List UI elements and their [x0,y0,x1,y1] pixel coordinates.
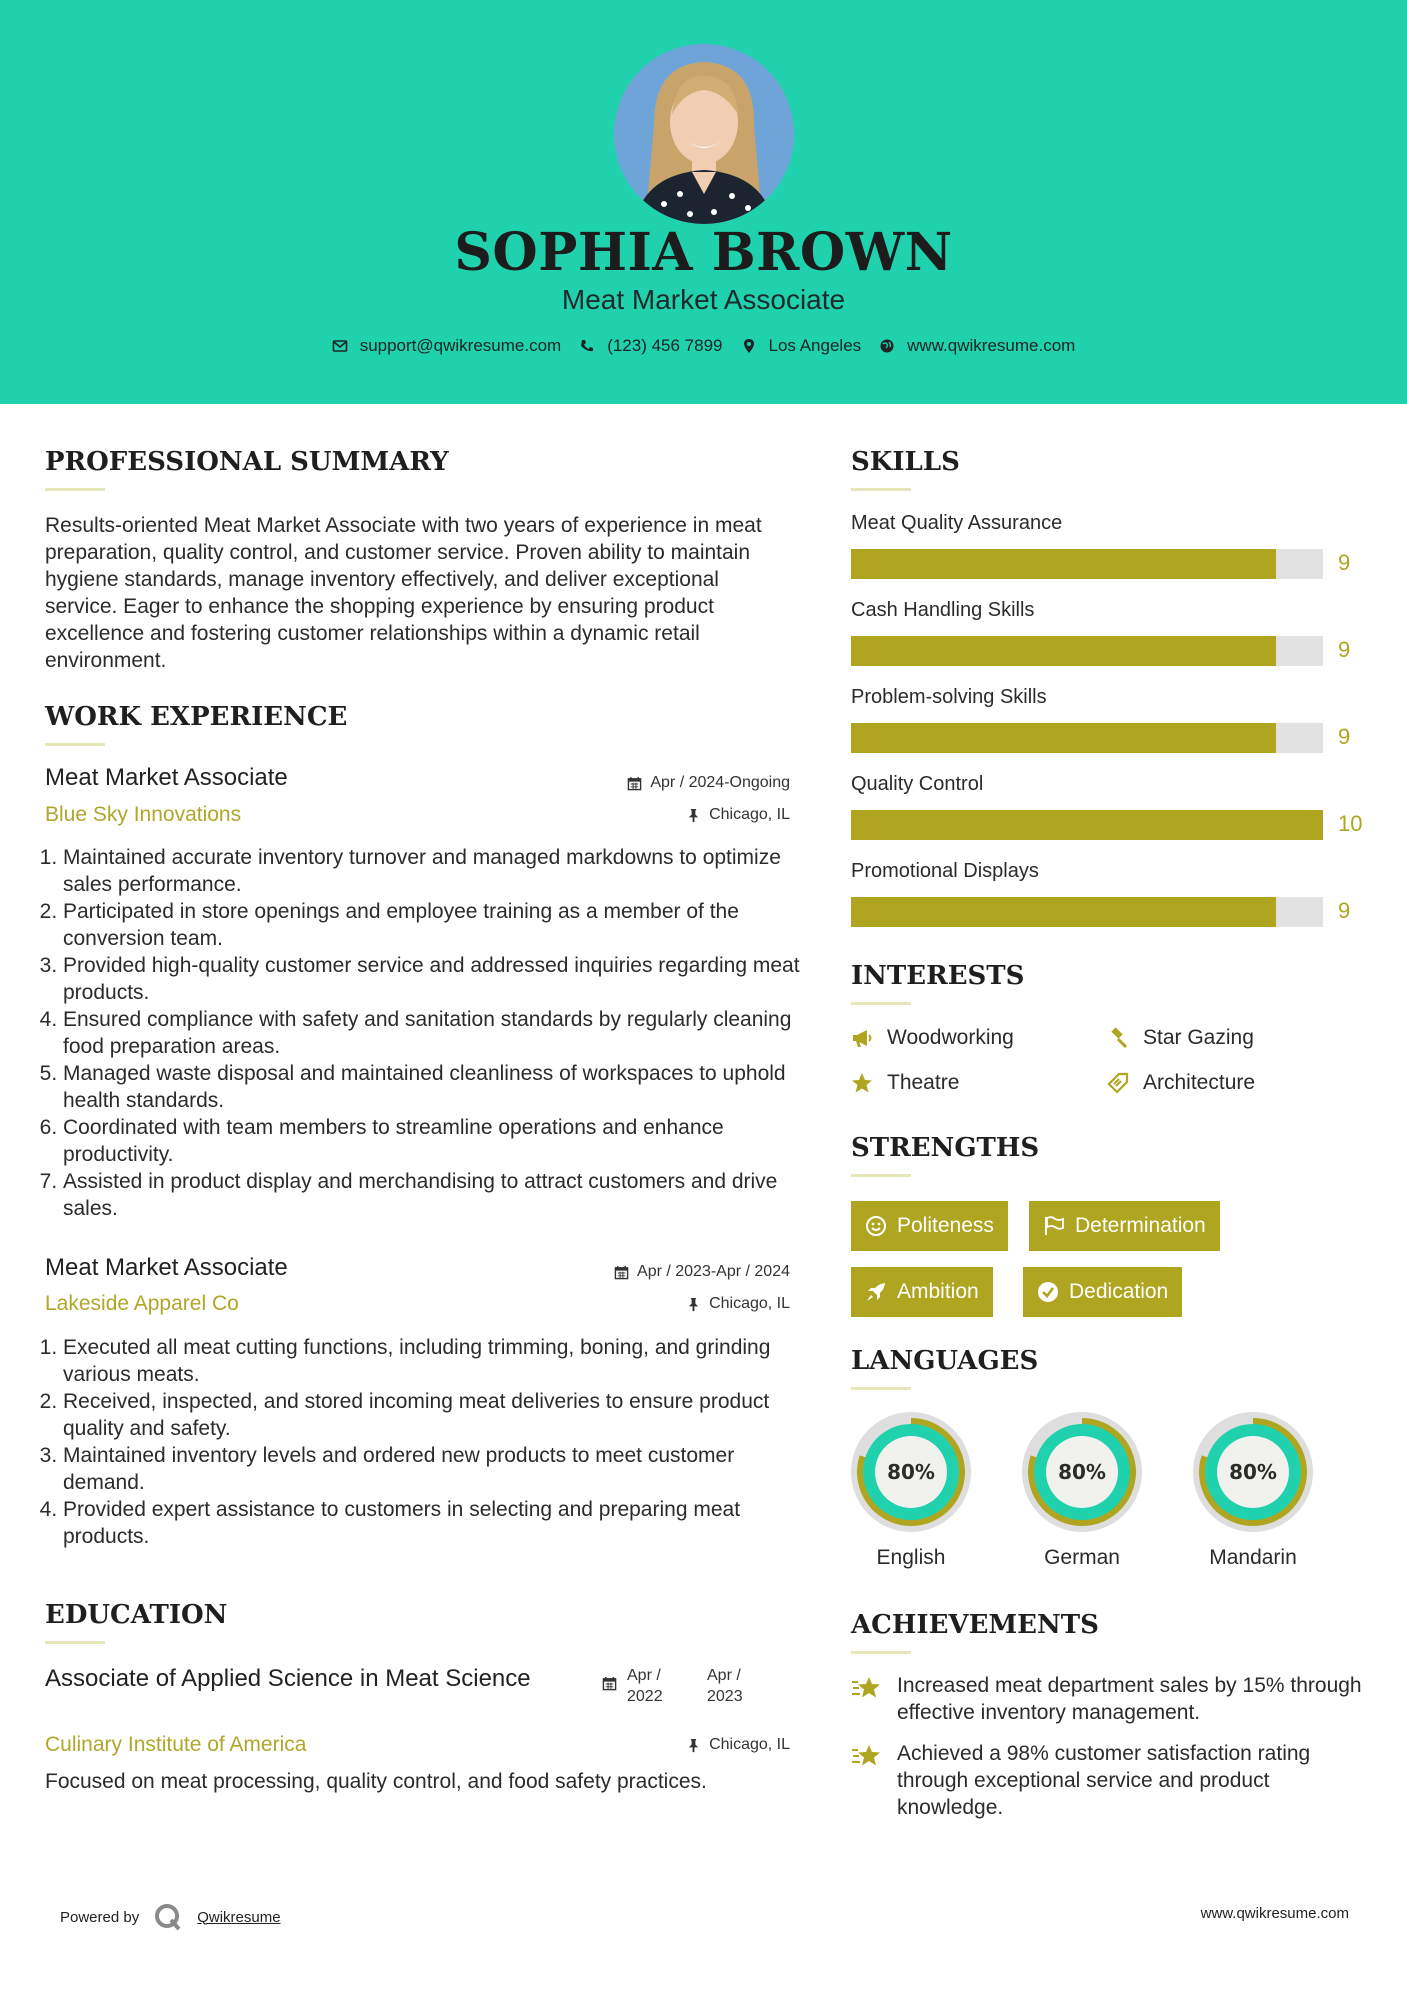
achievement-item: Increased meat department sales by 15% through effective inventory management. [851,1672,1371,1726]
list-item: 2. Participated in store openings and employee training as a member of the conversion team. [63,898,805,952]
section-divider [851,1651,911,1654]
skill-bar-fill [851,723,1276,753]
profile-photo [614,44,794,224]
interest-item: Star Gazing [1107,1026,1254,1050]
section-divider [851,488,911,491]
star-icon [851,1072,873,1094]
star-award-icon [851,1674,883,1704]
skill-label: Problem-solving Skills [851,686,1047,708]
interest-item: Architecture [1107,1071,1255,1095]
calendar-icon [602,1676,617,1691]
qwikresume-link[interactable]: Qwikresume [197,1908,281,1926]
skill-score: 9 [1338,898,1351,923]
job-title: Meat Market Associate [45,1254,288,1281]
gavel-icon [1107,1027,1129,1049]
calendar-icon [627,776,642,791]
contact-location: Los Angeles [741,336,862,356]
list-item: 4. Ensured compliance with safety and sanitation standards by regularly cleaning food preparation areas. [63,1006,805,1060]
list-item: 3. Provided high-quality customer service and addressed inquiries regarding meat products. [63,952,805,1006]
education-title: EDUCATION [45,1600,228,1630]
language-item [1020,1410,1144,1570]
education-end-date: Apr / 2023 [707,1667,743,1705]
language-name: Mandarin [1209,1546,1297,1569]
pin-icon [686,1738,701,1753]
globe-icon [879,338,895,354]
megaphone-icon [851,1027,873,1049]
language-item [1191,1410,1315,1570]
language-donut [849,1410,973,1534]
pin-icon [686,808,701,823]
job-location: Chicago, IL [560,806,790,824]
list-item: 1. Maintained accurate inventory turnover and managed markdowns to optimize sales performance. [63,844,805,898]
envelope-icon [332,338,348,354]
strength-badge: Politeness [851,1201,1008,1251]
candidate-name: SOPHIA BROWN [454,222,953,283]
job-date: Apr / 2024-Ongoing [560,774,790,792]
skill-score: 9 [1338,550,1351,575]
list-item: 7. Assisted in product display and merchandising to attract customers and drive sales. [63,1168,805,1222]
tag-icon [1107,1072,1129,1094]
job-responsibilities [45,844,805,1222]
resume-header [0,0,1407,404]
skill-bar-track [851,723,1323,753]
footer-branding: Powered by Qwikresume [60,1902,281,1932]
list-item: 1. Executed all meat cutting functions, including trimming, boning, and grinding various meats. [63,1334,805,1388]
pin-icon [686,1297,701,1312]
interest-item: Woodworking [851,1026,1014,1050]
language-donut [1191,1410,1315,1534]
list-item: 5. Managed waste disposal and maintained cleanliness of workspaces to uphold health standards. [63,1060,805,1114]
language-percent: 80% [887,1460,935,1484]
achievement-item: Achieved a 98% customer satisfaction rating through exceptional service and product knowledge. [851,1740,1371,1821]
contact-bar [0,336,1407,356]
contact-email[interactable]: support@qwikresume.com [332,336,562,356]
skill-bar-track [851,636,1323,666]
language-name: English [876,1546,946,1569]
strength-badge: Determination [1029,1201,1220,1251]
calendar-icon [614,1265,629,1280]
contact-website[interactable]: www.qwikresume.com [879,336,1075,356]
star-award-icon [851,1742,883,1772]
rocket-icon [865,1281,887,1303]
skill-score: 10 [1338,811,1363,836]
contact-phone[interactable]: (123) 456 7899 [579,336,722,356]
flag-icon [1043,1215,1065,1237]
school-name: Culinary Institute of America [45,1733,307,1756]
section-divider [45,743,105,746]
section-divider [851,1387,911,1390]
skill-bar-fill [851,549,1276,579]
skill-label: Meat Quality Assurance [851,512,1063,534]
job-title: Meat Market Associate [45,764,288,791]
interest-item: Theatre [851,1071,959,1095]
skill-label: Cash Handling Skills [851,599,1035,621]
skills-title: SKILLS [851,447,960,477]
summary-title: PROFESSIONAL SUMMARY [45,447,449,477]
list-item: 6. Coordinated with team members to streamline operations and enhance productivity. [63,1114,805,1168]
list-item: 2. Received, inspected, and stored incoming meat deliveries to ensure product quality and safety. [63,1388,805,1442]
strengths-title: STRENGTHS [851,1133,1040,1163]
section-divider [851,1002,911,1005]
skill-bar-track [851,549,1323,579]
skill-bar-fill [851,810,1323,840]
job-date: Apr / 2023-Apr / 2024 [540,1263,790,1281]
experience-title: WORK EXPERIENCE [45,702,348,732]
candidate-role: Meat Market Associate [561,284,846,315]
summary-text: Results-oriented Meat Market Associate with two years of experience in meat preparation, quality control, and customer service. Proven ability to maintain hygiene standards, manage inventory effectively, and deliver exceptional service. Eager to enhance the shopping experience by ensuring product excellence and fostering customer relationships within a dynamic retail environment. [45,514,762,672]
section-divider [45,1641,105,1644]
language-item [849,1410,973,1570]
skill-bar-fill [851,897,1276,927]
education-description: Focused on meat processing, quality control, and food safety practices. [45,1770,707,1793]
languages-title: LANGUAGES [851,1346,1039,1376]
section-divider [851,1174,911,1177]
degree-title: Associate of Applied Science in Meat Science [45,1665,531,1692]
skill-label: Promotional Displays [851,860,1039,882]
achievements-title: ACHIEVEMENTS [851,1610,1099,1640]
qwikresume-logo-icon [153,1902,183,1932]
strength-badge: Dedication [1023,1267,1182,1317]
skill-bar-track [851,897,1323,927]
check-circle-icon [1037,1281,1059,1303]
interests-title: INTERESTS [851,961,1025,991]
language-name: German [1044,1546,1120,1569]
skill-score: 9 [1338,724,1351,749]
phone-icon [579,338,595,354]
language-percent: 80% [1058,1460,1106,1484]
skill-bar-track [851,810,1323,840]
section-divider [45,488,105,491]
language-percent: 80% [1229,1460,1277,1484]
list-item: 3. Maintained inventory levels and ordered new products to meet customer demand. [63,1442,805,1496]
job-location: Chicago, IL [560,1295,790,1313]
smile-icon [865,1215,887,1237]
footer-website[interactable]: www.qwikresume.com [1200,1905,1349,1922]
education-date-icon [602,1676,617,1696]
language-donut [1020,1410,1144,1534]
strength-badge: Ambition [851,1267,993,1317]
list-item: 4. Provided expert assistance to customers in selecting and preparing meat products. [63,1496,805,1550]
company-name: Blue Sky Innovations [45,803,242,826]
skill-score: 9 [1338,637,1351,662]
job-responsibilities [45,1334,805,1550]
education-location: Chicago, IL [560,1736,790,1754]
map-marker-icon [741,338,757,354]
skill-label: Quality Control [851,773,984,795]
skill-bar-fill [851,636,1276,666]
education-start-date: Apr / 2022 [627,1667,663,1705]
company-name: Lakeside Apparel Co [45,1292,239,1315]
